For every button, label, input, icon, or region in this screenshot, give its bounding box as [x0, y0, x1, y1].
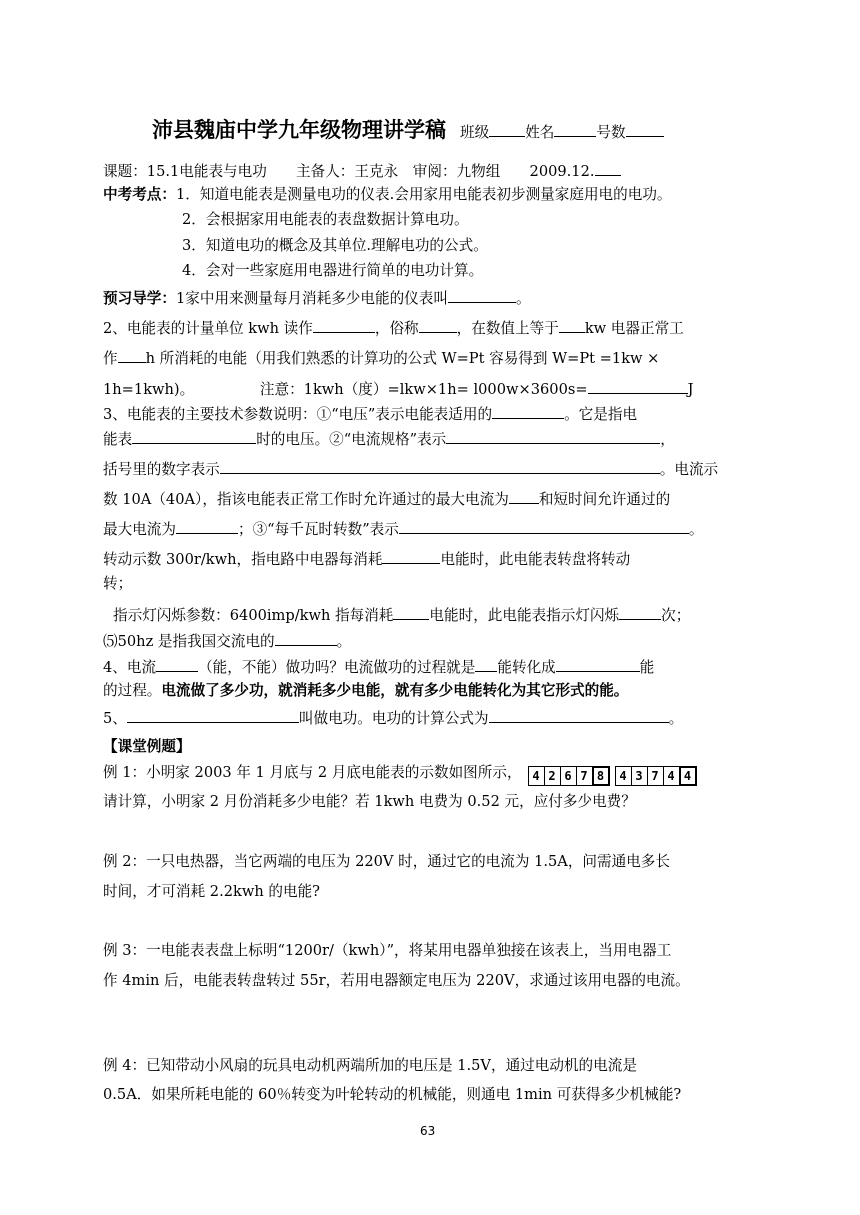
lesson-info: 课题：15.1电能表与电功 主备人：王克永 审阅：九物组 2009.12.: [103, 160, 621, 182]
page-title: [152, 114, 664, 144]
meter-digit: 7: [576, 766, 593, 786]
blank-work-formula[interactable]: [489, 707, 669, 723]
blank-voltage-use[interactable]: [492, 403, 564, 419]
meter-digit: 3: [631, 766, 648, 786]
exam-point-2: 2．会根据家用电能表的表盘数据计算电功。: [182, 211, 469, 228]
example-2-line2: 时间，才可消耗 2.2kwh 的电能?: [103, 883, 320, 900]
preview-q4-line2: 的过程。电流做了多少功，就消耗多少电能，就有多少电能转化为其它形式的能。: [103, 682, 629, 699]
blank-work-definition[interactable]: [127, 707, 299, 723]
preview-q5: 5、 叫做电功。电功的计算公式为 。: [103, 707, 683, 729]
meter-digit: 4: [615, 766, 632, 786]
preview-q3-line7: 转；: [103, 575, 133, 592]
title-fields: [460, 124, 664, 141]
example-3-line2: 作 4min 后，电能表转盘转过 55r，若用电器额定电压为 220V，求通过该用电器的电流。: [103, 972, 690, 989]
class-label: 班级: [460, 124, 490, 141]
blank-energy-from[interactable]: [475, 656, 497, 672]
date-blank[interactable]: [595, 160, 621, 176]
preview-q3-line6: 转动示数 300r/kwh，指电路中电器每消耗 电能时，此电能表转盘将转动: [103, 548, 630, 570]
blank-read-as[interactable]: [313, 317, 375, 333]
class-blank[interactable]: [489, 121, 525, 137]
preview-q2-line3: 1h=1kwh)。 注意：1kwh（度）=lkw×1h= l000w×3600s= J: [103, 378, 693, 400]
preview-q3-line5: 最大电流为 ；③“每千瓦时转数”表示 。: [103, 518, 703, 540]
meter-digit: 8: [592, 766, 610, 786]
blank-current-spec[interactable]: [446, 428, 660, 444]
blank-can-work[interactable]: [156, 656, 198, 672]
title-text: 沛县魏庙中学九年级物理讲学稿: [152, 118, 446, 142]
example-1-line2: 请计算，小明家 2 月份消耗多少电能？若 1kwh 电费为 0.52 元，应付多少电费？: [103, 793, 636, 810]
meter-reading-jan: [528, 766, 609, 786]
blank-bracket-number[interactable]: [220, 458, 660, 474]
blank-voltage-when[interactable]: [132, 428, 256, 444]
preview-q3-line2: 能表 时的电压。②“电流规格”表示 ，: [103, 428, 675, 450]
blank-hours[interactable]: [118, 347, 146, 363]
example-3-line1: 例 3：一电能表表盘上标明“1200r/（kwh）”，将某用电器单独接在该表上，当用电器工: [103, 942, 672, 959]
exam-point-4: 4．会对一些家庭用电器进行简单的电功计算。: [182, 262, 484, 279]
preview-q2-line1: 2、电能表的计量单位 kwh 读作 ，俗称 ，在数值上等于 kw 电器正常工: [103, 317, 684, 339]
exam-point-1: 中考考点：1．知道电能表是测量电功的仪表.会用家用电能表初步测量家庭用电的电功。: [103, 186, 672, 203]
name-label: 姓名: [525, 124, 555, 141]
blank-energy-consumed[interactable]: [382, 548, 440, 564]
preview-q1: 预习导学：1家中用来测量每月消耗多少电能的仪表叫 。: [103, 287, 531, 309]
preview-q3-line1: 3、电能表的主要技术参数说明：①“电压”表示电能表适用的 。它是指电: [103, 403, 637, 425]
number-blank[interactable]: [626, 121, 664, 137]
section-examples: 【课堂例题】: [103, 738, 191, 755]
blank-joules[interactable]: [588, 378, 688, 394]
meter-digit: 7: [647, 766, 664, 786]
preview-q3-line9: ⑸50hz 是指我国交流电的 。: [103, 630, 351, 652]
example-1-line1: 例 1：小明家 2003 年 1 月底与 2 月底电能表的示数如图所示， 4 2 6 7 8 4 3 7 4 4: [103, 763, 696, 786]
blank-common-name[interactable]: [419, 317, 457, 333]
meter-reading-feb: [615, 766, 696, 786]
blank-flash-times[interactable]: [619, 604, 661, 620]
blank-energy-to[interactable]: [556, 656, 640, 672]
number-label: 号数: [596, 124, 626, 141]
blank-kw-value[interactable]: [559, 317, 585, 333]
meter-digit: 4: [679, 766, 697, 786]
page-number: 63: [420, 1124, 436, 1138]
blank-revs-per-kwh[interactable]: [399, 518, 689, 534]
meter-digit: 2: [544, 766, 561, 786]
preview-q2-line2: 作 h 所消耗的电能（用我们熟悉的计算功的公式 W=Pt 容易得到 W=Pt =1kw ×: [103, 347, 659, 369]
preview-q3-line8: 指示灯闪烁参数：6400imp/kwh 指每消耗 电能时，此电能表指示灯闪烁 次；: [113, 604, 690, 626]
blank-flash-energy[interactable]: [393, 604, 429, 620]
blank-frequency[interactable]: [275, 630, 337, 646]
blank-short-max-current[interactable]: [176, 518, 238, 534]
blank-max-current[interactable]: [509, 488, 539, 504]
preview-q3-line3: 括号里的数字表示 。电流示: [103, 458, 718, 480]
example-4-line2: 0.5A．如果所耗电能的 60％转变为叶轮转动的机械能，则通电 1min 可获得多少机械能?: [103, 1086, 682, 1103]
meter-digit: 6: [560, 766, 577, 786]
name-blank[interactable]: [554, 121, 596, 137]
meter-digit: 4: [528, 766, 545, 786]
exam-point-3: 3．知道电功的概念及其单位.理解电功的公式。: [182, 237, 488, 254]
preview-q4-line1: 4、电流 （能，不能）做功吗？电流做功的过程就是 能转化成 能: [103, 656, 654, 678]
example-4-line1: 例 4：已知带动小风扇的玩具电动机两端所加的电压是 1.5V，通过电动机的电流是: [103, 1057, 637, 1074]
preview-q3-line4: 数 10A（40A），指该电能表正常工作时允许通过的最大电流为 和短时间允许通过的: [103, 488, 670, 510]
blank-meter-name[interactable]: [448, 287, 516, 303]
meter-digit: 4: [663, 766, 680, 786]
example-2-line1: 例 2：一只电热器，当它两端的电压为 220V 时，通过它的电流为 1.5A，问需通电多长: [103, 853, 670, 870]
